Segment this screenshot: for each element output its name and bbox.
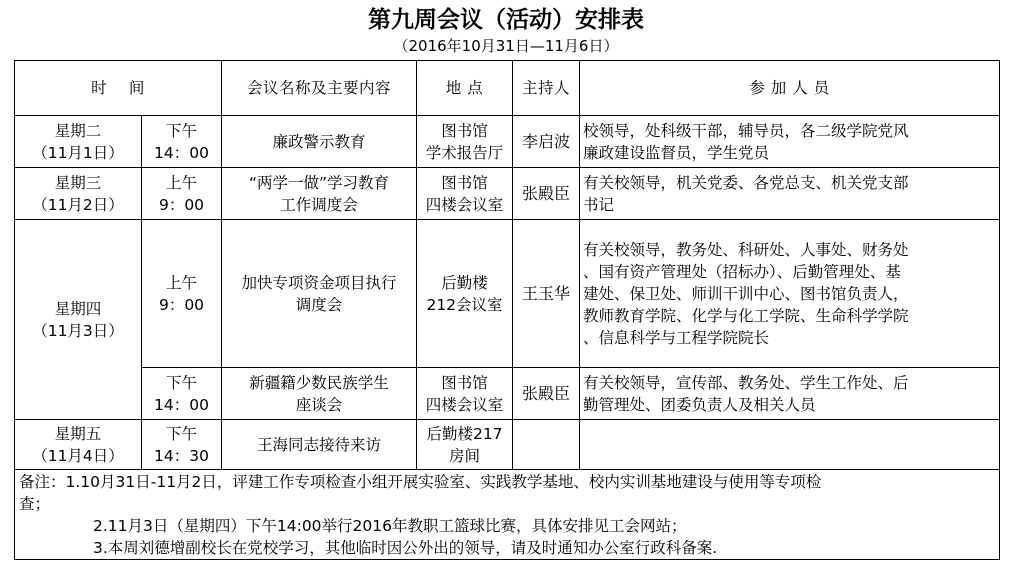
location-line: 四楼会议室	[425, 195, 504, 214]
page-title: 第九周会议（活动）安排表	[368, 7, 644, 33]
participants-line: 有关校领导，机关党委、各党总支、机关党支部	[583, 173, 909, 192]
meeting-cell	[222, 420, 417, 470]
note-3: 3.本周刘德增副校长在党校学习，其他临时因公外出的领导，请及时通知办公室行政科备案.	[93, 538, 718, 557]
location-line: 后勤楼217	[426, 424, 503, 443]
location-cell	[417, 168, 513, 220]
meeting-cell	[222, 220, 417, 368]
date-range-subtitle: （2016年10月31日—11月6日）	[393, 37, 619, 55]
note-2: 2.11月3日（星期四）下午14:00举行2016年教职工篮球比赛，具体安排见工会网站；	[93, 516, 687, 535]
location-cell	[417, 368, 513, 420]
day-cell	[15, 420, 142, 470]
host-cell: 张殿臣	[513, 368, 580, 420]
table-row	[15, 220, 1000, 368]
date-label: （11月1日）	[32, 143, 124, 162]
day-label: 星期三	[54, 173, 102, 192]
schedule-table	[14, 60, 1000, 560]
header-participants: 参 加 人 员	[580, 61, 1000, 116]
period-label: 上午	[165, 273, 197, 292]
period-label: 下午	[165, 121, 197, 140]
meeting-cell	[222, 168, 417, 220]
location-line: 房间	[448, 446, 480, 465]
meeting-line: “两学一做”学习教育	[248, 173, 390, 192]
header-time: 时 间	[15, 61, 222, 116]
table-row	[15, 368, 1000, 420]
header-host: 主持人	[513, 61, 580, 116]
meeting-cell	[222, 116, 417, 168]
date-label: （11月4日）	[32, 446, 124, 465]
time-cell	[142, 116, 222, 168]
clock-label: 14：00	[154, 143, 209, 162]
table-row	[15, 116, 1000, 168]
location-line: 后勤楼	[441, 273, 488, 292]
participants-line: 教师教育学院、化学与化工学院、生命科学学院	[583, 306, 909, 325]
time-cell	[142, 168, 222, 220]
location-cell	[417, 220, 513, 368]
period-label: 下午	[165, 373, 197, 392]
host-cell	[513, 420, 580, 470]
time-cell	[142, 368, 222, 420]
location-line: 图书馆	[441, 173, 488, 192]
time-cell	[142, 220, 222, 368]
time-cell	[142, 420, 222, 470]
clock-label: 14：00	[154, 395, 209, 414]
day-label: 星期二	[54, 121, 102, 140]
meeting-line: 加快专项资金项目执行	[241, 273, 397, 292]
participants-cell	[580, 116, 1000, 168]
participants-cell	[580, 420, 1000, 470]
day-cell	[15, 116, 142, 168]
participants-line: 建处、保卫处、师训干训中心、图书馆负责人，	[583, 284, 909, 303]
day-label: 星期五	[54, 424, 102, 443]
clock-label: 14：30	[154, 446, 209, 465]
table-row	[15, 420, 1000, 470]
participants-cell	[580, 168, 1000, 220]
participants-line: 、国有资产管理处（招标办）、后勤管理处、基	[583, 262, 901, 281]
host-cell: 张殿臣	[513, 168, 580, 220]
participants-line: 廉政建设监督员，学生党员	[583, 143, 770, 162]
host-cell: 李启波	[513, 116, 580, 168]
meeting-line: 调度会	[295, 295, 343, 314]
participants-line: 有关校领导，宣传部、教务处、学生工作处、后	[583, 373, 909, 392]
meeting-line: 廉政警示教育	[272, 132, 366, 151]
header-meeting: 会议名称及主要内容	[222, 61, 417, 116]
participants-line: 、信息科学与工程学院院长	[583, 328, 770, 347]
location-line: 图书馆	[441, 373, 488, 392]
meeting-line: 座谈会	[295, 395, 343, 414]
location-cell	[417, 116, 513, 168]
location-line: 212会议室	[426, 295, 503, 314]
location-cell	[417, 420, 513, 470]
meeting-line: 王海同志接待来访	[256, 435, 381, 454]
day-cell	[15, 220, 142, 420]
location-line: 四楼会议室	[425, 395, 504, 414]
meeting-line: 新疆籍少数民族学生	[249, 373, 389, 392]
notes-cell	[15, 470, 1000, 560]
table-row	[15, 168, 1000, 220]
notes-row	[15, 470, 1000, 560]
location-line: 学术报告厅	[425, 143, 504, 162]
note-1-line: 查；	[19, 494, 51, 513]
meeting-cell	[222, 368, 417, 420]
participants-line: 有关校领导，教务处、科研处、人事处、财务处	[583, 240, 909, 259]
participants-cell	[580, 220, 1000, 368]
host-cell: 王玉华	[513, 220, 580, 368]
participants-cell	[580, 368, 1000, 420]
note-1-line: 备注：1.10月31日-11月2日，评建工作专项检查小组开展实验室、实践教学基地、校内实训基地建设与使用等专项检	[19, 472, 822, 491]
day-label: 星期四	[54, 299, 102, 318]
table-header-row	[15, 61, 1000, 116]
participants-line: 校领导，处科级干部，辅导员，各二级学院党风	[583, 121, 909, 140]
period-label: 下午	[165, 424, 197, 443]
participants-line: 书记	[583, 195, 615, 214]
date-label: （11月3日）	[32, 321, 124, 340]
meeting-line: 工作调度会	[280, 195, 358, 214]
clock-label: 9：00	[158, 195, 205, 214]
clock-label: 9：00	[158, 295, 205, 314]
date-label: （11月2日）	[32, 195, 124, 214]
day-cell	[15, 168, 142, 220]
note-1	[15, 471, 999, 515]
location-line: 图书馆	[441, 121, 488, 140]
period-label: 上午	[165, 173, 197, 192]
header-location: 地 点	[417, 61, 513, 116]
participants-line: 勤管理处、团委负责人及相关人员	[583, 395, 816, 414]
